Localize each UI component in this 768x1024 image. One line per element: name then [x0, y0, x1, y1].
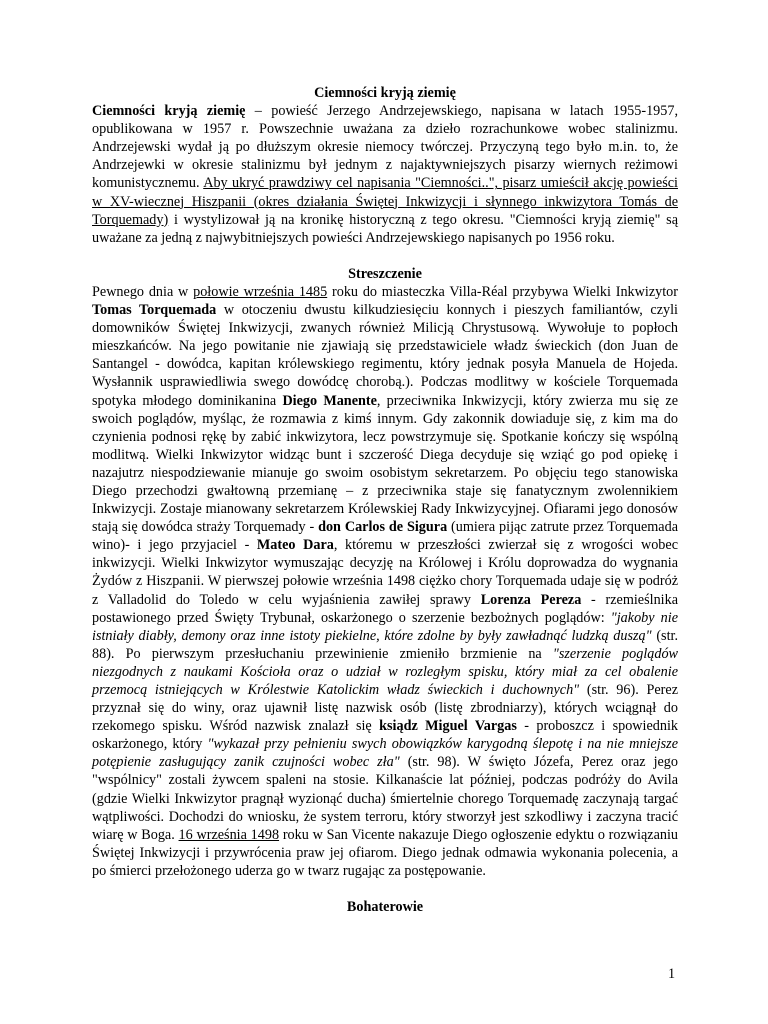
summary-text: , przeciwnika Inkwizycji, który zwierza mu się ze swoich poglądów, myśląc, że rozmawia z kimś innym. Gdy zakonnik dowiaduje się, z kim ma do czynienia podnosi rękę by zabić inkwizytora, lecz powstrzymuje się. Spotkanie kończy się wspólną modlitwą. Wielki Inkwizytor widząc bunt i szczerość Diega decyduje się wziąć go pod opiekę i nazajutrz niespodziewanie mianuje go swoim osobistym sekretarzem. Po objęciu tego stanowiska Diego przechodzi gwałtowną przemianę – z przeciwnika staje się fanatycznym zwolennikiem Inkwizycji. Zostaje mianowany sekretarzem Królewskiej Rady Inkwizycyjnej. Ofiarami jego donosów stają się dowódca straży Torquemady -: [92, 392, 678, 536]
name-lorenzo-perez: Lorenza Pereza: [480, 591, 582, 608]
summary-heading: Streszczenie: [348, 265, 422, 282]
quote-italic: "jakoby nie istniały diabły, demony oraz inne istoty piekielne, które zdolne by były zawładnąć ludzką duszą": [92, 609, 679, 644]
summary-text: roku w San Vicente nakazuje Diego ogłoszenie edyktu o rozwiązaniu Świętej Inkwizycji i przywrócenia praw jej ofiarom. Diego jednak odmawia wykonania polecenia, a po śmierci przełożonego uderza go w twarz rugając za postępowanie.: [92, 826, 679, 879]
summary-text: w otoczeniu dwustu kilkudziesięciu konnych i pieszych familiantów, czyli domowników Świętej Inkwizycji, zwanych również Milicją Chrystusową. Wywołuje to popłoch mieszkańców. Na jego powitanie nie zjawiają się przedstawiciele władz świeckich (don Juan de Santangel - dowódca, kapitan królewskiego regimentu, który jednak posyła Manuela de Hojeda. Wysłannik usprawiedliwia swego dowódcę chorobą.). Podczas modlitwy w kościele Torquemada spotyka młodego dominikanina: [92, 302, 678, 409]
intro-text-1: – powieść Jerzego Andrzejewskiego, napisana w latach 1955-1957, opublikowana w 1957 r. Powszechnie uważana za dzieło rozrachunkowe wobec stalinizmu. Andrzejewski wydał ją po dłuższym okresie niemocy twórczej. Przyczyną tego było m.in. to, że Andrzejewki w okresie stalinizmu był jednym z najaktywniejszych pisarzy wiernych reżimowi komunistycznemu.: [92, 103, 678, 192]
summary-text: (str. 96). Perez przyznał się do winy, oraz ujawnił listę nazwisk osób (listę zbrodniarzy), których wciągnął do rzekomego spisku. Wśród nazwisk znalazł się: [92, 682, 679, 735]
summary-text: (str. 98). W święto Józefa, Perez oraz jego "wspólnicy" zostali żywcem spaleni na stosie. Kilkanaście lat później, podczas podróży do Avila (gdzie Wielki Inkwizytor pragnął wyzionąć ducha) śmiertelnie chorego Torquemadę zaczynają targać wątpliwości. Dochodzi do wniosku, że system terroru, który stworzył jest szkodliwy i zaczyna tracić wiarę w Boga.: [92, 754, 678, 843]
intro-underlined-text: Aby ukryć prawdziwy cel napisania "Ciemności..", pisarz umieścił akcję powieści w XV-wiecznej Hiszpanii (okres działania Świętej Inkwizycji i słynnego inkwizytora Tomás de Torquemady): [92, 175, 678, 228]
page-number: 1: [668, 966, 676, 982]
spacer: [92, 880, 678, 898]
name-mateo-dara: Mateo Dara: [256, 537, 334, 554]
summary-text: - rzemieślnika postawionego przed Święty Trybunał, oskarżonego o szerzenie bezbożnych poglądów:: [92, 591, 678, 626]
name-miguel-vargas: ksiądz Miguel Vargas: [379, 718, 517, 735]
summary-text: (umiera pijąc zatrute przez Torquemada wino)- i jego przyjaciel -: [92, 519, 678, 554]
heroes-heading: Bohaterowie: [346, 899, 424, 916]
date-link-1485[interactable]: połowie września 1485: [193, 283, 328, 300]
summary-paragraph: [92, 283, 678, 880]
intro-paragraph: [92, 102, 678, 247]
name-torquemada: Tomas Torquemada: [92, 302, 217, 319]
intro-text-2: i wystylizował ją na kronikę historyczną z tego okresu. "Ciemności kryją ziemię" są uważane za jedną z najwybitniejszych powieści Andrzejewskiego napisanych po 1956 roku.: [92, 211, 678, 246]
name-diego-manente: Diego Manente: [282, 392, 377, 409]
intro-bold-title: Ciemności kryją ziemię: [92, 103, 246, 120]
summary-text: - proboszcz i spowiednik oskarżonego, który: [92, 718, 678, 753]
date-link-1498[interactable]: 16 września 1498: [178, 826, 280, 843]
document-title: Ciemności kryją ziemię: [314, 85, 456, 101]
summary-text: , któremu w przeszłości zwierzał się z wrogości wobec inkwizycji. Wielki Inkwizytor wymuszając decyzję na Królowej i Królu doprowadza do wygnania Żydów z Hiszpanii. W pierwszej połowie września 1498 ciężko chory Torquemada udaje się w podróż z Valladolid do Toledo w celu wyjaśnienia zawiłej sprawy: [92, 537, 678, 608]
name-carlos-de-sigura: don Carlos de Sigura: [318, 519, 448, 536]
document-page: [92, 84, 678, 916]
quote-italic: "szerzenie poglądów niezgodnych z naukami Kościoła oraz o udział w rozległym spisku, który miał za cel obalenie przemocą istniejących w Królestwie Katolickim władz świeckich i duchownych": [92, 645, 678, 698]
spacer: [92, 247, 678, 265]
summary-text: Pewnego dnia w: [92, 283, 194, 300]
summary-text: (str. 88). Po pierwszym przesłuchaniu przewinienie zmieniło brzmienie na: [92, 627, 678, 662]
summary-text: roku do miasteczka Villa-Réal przybywa Wielki Inkwizytor: [327, 283, 678, 300]
quote-italic: "wykazał przy pełnieniu swych obowiązków karygodną ślepotę i na nie mniejsze potępienie zasługujący zanik czujności wobec zła": [92, 736, 678, 771]
